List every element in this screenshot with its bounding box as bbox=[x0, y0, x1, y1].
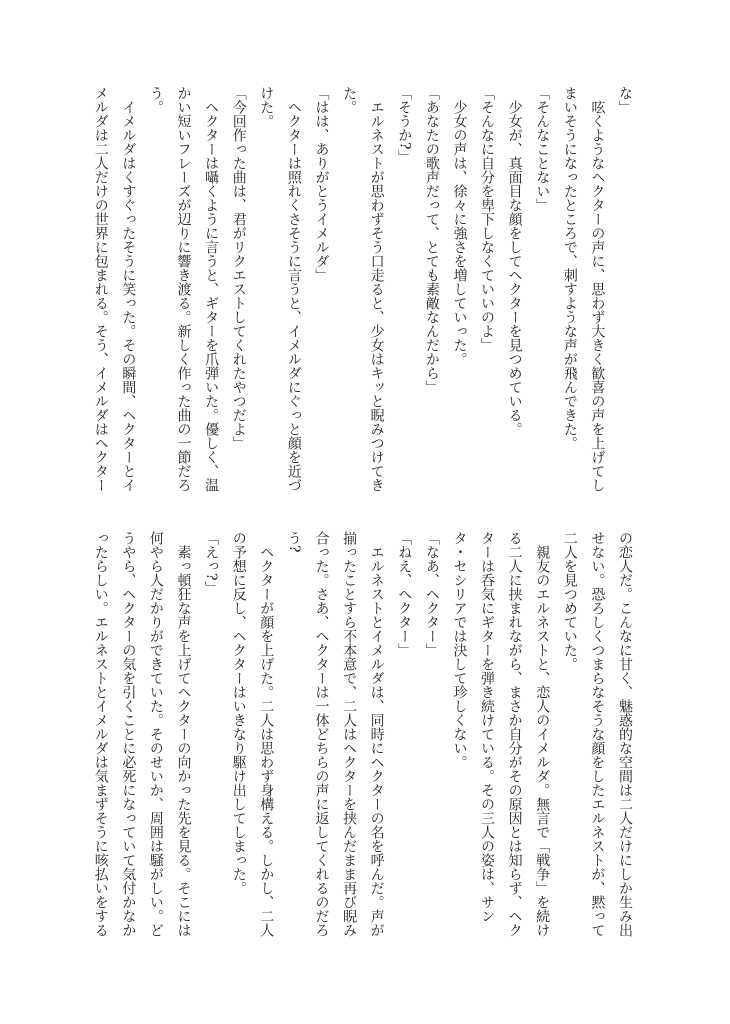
text-column: メルダは二人だけの世界に包まれる。そう、イメルダはヘクター bbox=[92, 86, 109, 492]
text-block-top bbox=[86, 86, 638, 498]
text-column: 二人を見つめていた。 bbox=[561, 531, 578, 671]
text-column: た。 bbox=[341, 86, 358, 114]
text-column: 「そんなに自分を卑下しなくていいのよ」 bbox=[479, 86, 496, 352]
text-column: 「そんなことない」 bbox=[534, 86, 551, 212]
text-column: うやら、ヘクターの気を引くことに必死になっていて気付かなか bbox=[120, 531, 137, 937]
text-column: な」 bbox=[617, 86, 633, 114]
text-column: 呟くようなヘクターの声に、思わず大きく歓喜の声を上げてし bbox=[589, 86, 606, 492]
text-column: 素っ頓狂な声を上げてヘクターの向かった先を見る。そこには bbox=[175, 531, 192, 937]
text-column: 「あなたの歌声だって、とても素敵なんだから」 bbox=[423, 86, 440, 394]
text-column: る二人に挟まれながら、まさか自分がその原因とは知らず、ヘク bbox=[506, 531, 523, 937]
text-column: 揃ったことすら不本意で、二人はヘクターを挟んだまま再び睨み bbox=[341, 531, 358, 937]
text-column: 「なあ、ヘクター」 bbox=[423, 531, 440, 657]
text-column: 「今回作った曲は、君がリクエストしてくれたやつだよ」 bbox=[230, 86, 247, 450]
text-column: エルネストが思わずそう口走ると、少女はキッと睨みつけてき bbox=[368, 86, 385, 492]
text-column: 親友のエルネストと、恋人のイメルダ。無言で「戦争」を続け bbox=[534, 531, 551, 937]
text-column: の恋人だ。こんなに甘く、魅惑的な空間は二人だけにしか生み出 bbox=[617, 531, 633, 937]
text-column: エルネストとイメルダは、同時にヘクターの名を呼んだ。声が bbox=[368, 531, 385, 937]
text-column: 何やら人だかりができていた。そのせいか、周囲は騒がしい。ど bbox=[147, 531, 164, 937]
text-column: ヘクターは照れくさそうに言うと、イメルダにぐっと顔を近づ bbox=[285, 86, 302, 492]
text-column: 合った。さあ、ヘクターは一体どちらの声に返してくれるのだろ bbox=[313, 531, 330, 937]
text-column: 「はは、ありがとうイメルダ」 bbox=[313, 86, 330, 282]
text-column: ヘクターは囁くように言うと、ギターを爪弾いた。優しく、温 bbox=[203, 86, 220, 492]
text-column: 「えっ?」 bbox=[203, 531, 220, 595]
text-column: せない。恐ろしくつまらなそうな顔をしたエルネストが、黙って bbox=[589, 531, 606, 937]
text-column: かい短いフレーズが辺りに響き渡る。新しく作った曲の一節だろ bbox=[175, 86, 192, 492]
text-column: イメルダはくすぐったそうに笑った。その瞬間、ヘクターとイ bbox=[120, 86, 137, 492]
text-block-bottom bbox=[86, 531, 638, 943]
text-column: の予想に反し、ヘクターはいきなり駆け出してしまった。 bbox=[230, 531, 247, 895]
text-column: 「ねえ、ヘクター」 bbox=[396, 531, 413, 657]
text-column: けた。 bbox=[258, 86, 275, 128]
text-column: まいそうになったところで、刺すような声が飛んできた。 bbox=[561, 86, 578, 450]
text-column: ターは呑気にギターを弾き続けている。その三人の姿は、サン bbox=[479, 531, 496, 923]
text-column: ったらしい。エルネストとイメルダは気まずそうに咳払いをする bbox=[92, 531, 109, 937]
text-column: 少女が、真面目な顔をしてヘクターを見つめている。 bbox=[506, 86, 523, 436]
text-column: ヘクターが顔を上げた。二人は思わず身構える。しかし、二人 bbox=[258, 531, 275, 937]
text-column: 「そうか?」 bbox=[396, 86, 413, 164]
text-column: タ・セシリアでは決して珍しくない。 bbox=[451, 531, 468, 769]
text-column: う。 bbox=[147, 86, 164, 114]
text-column: う? bbox=[285, 531, 302, 553]
text-column: 少女の声は、徐々に強さを増していった。 bbox=[451, 86, 468, 366]
